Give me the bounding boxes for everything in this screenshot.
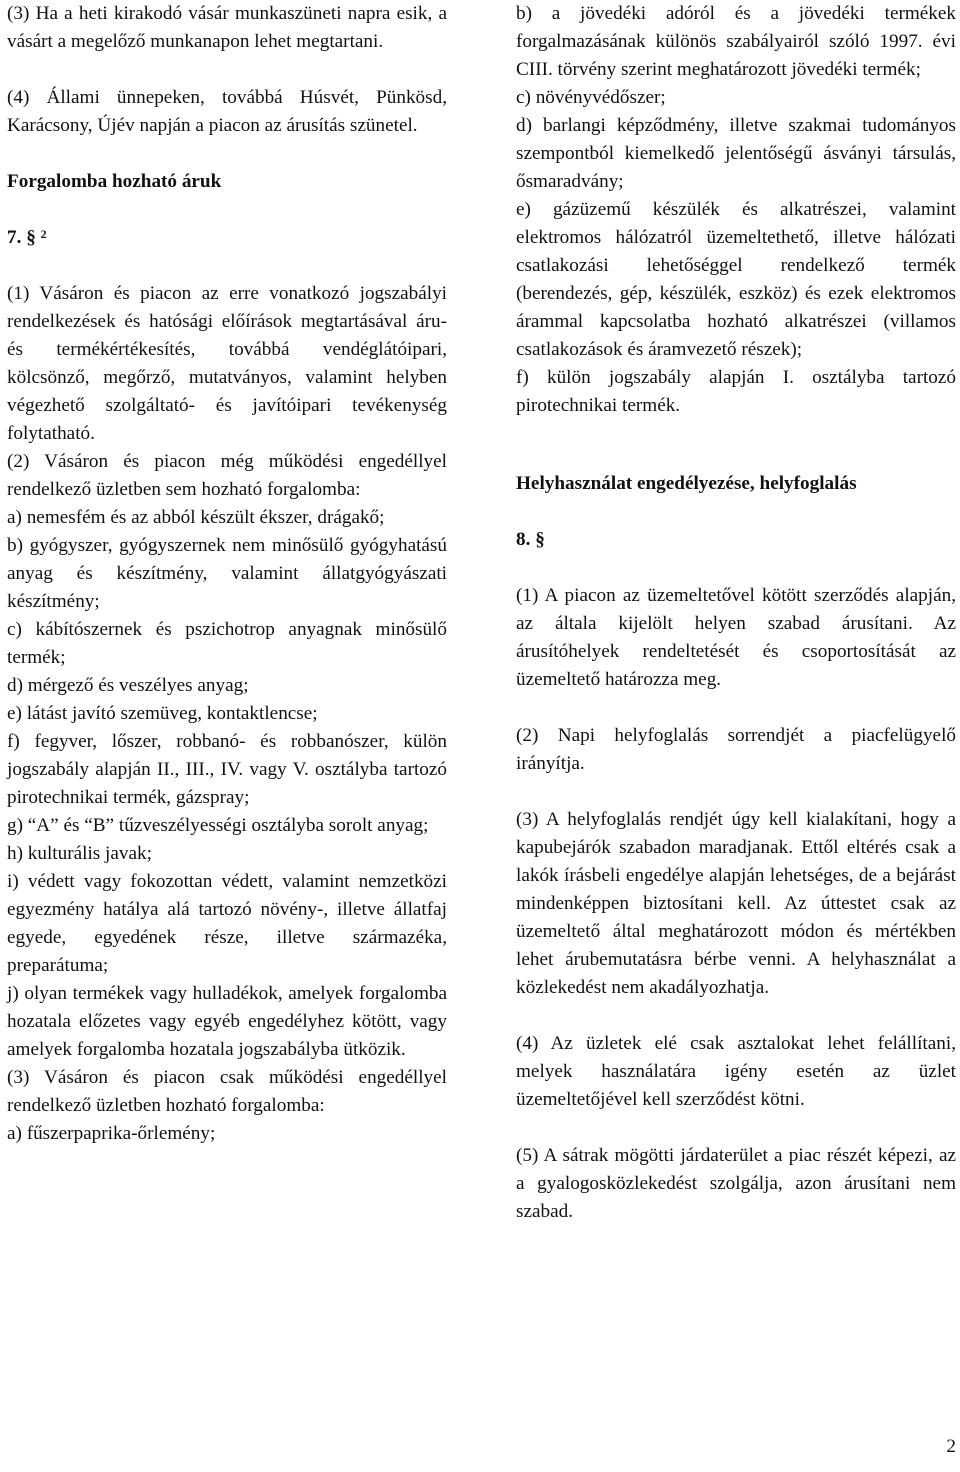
list-item: b) gyógyszer, gyógyszernek nem minősülő gyógyhatású anyag és készítmény, valamint állatgyógyászati készítmény; <box>7 535 447 612</box>
paragraph: (3) Ha a heti kirakodó vásár munkaszüneti napra esik, a vásárt a megelőző munkanapon lehet megtartani. <box>7 3 447 52</box>
paragraph: (1) Vásáron és piacon az erre vonatkozó jogszabályi rendelkezések és hatósági előírások megtartásával áru- és termékértékesítés, továbbá vendéglátóipari, kölcsönző, megőrző, mutatványos, valamint helyben végezhető szolgáltató- és javítóipari tevékenység folytatható. <box>7 283 447 444</box>
list-item: c) növényvédőszer; <box>516 87 666 108</box>
right-column <box>516 0 956 1226</box>
list-item: i) védett vagy fokozottan védett, valamint nemzetközi egyezmény hatálya alá tartozó növény-, illetve állatfaj egyede, egyedének része, illetve származéka, preparátuma; <box>7 871 447 976</box>
list-item: f) külön jogszabály alapján I. osztályba tartozó pirotechnikai termék. <box>516 367 956 416</box>
footnote-reference: 2 <box>40 227 47 241</box>
section-heading: Forgalomba hozható áruk <box>7 171 222 192</box>
list-item: b) a jövedéki adóról és a jövedéki termékek forgalmazásának különös szabályairól szóló 1997. évi CIII. törvény szerint meghatározott jövedéki termék; <box>516 3 956 80</box>
paragraph: (5) A sátrak mögötti járdaterület a piac részét képezi, az a gyalogosközlekedést szolgálja, azon árusítani nem szabad. <box>516 1145 956 1222</box>
list-item: d) mérgező és veszélyes anyag; <box>7 675 249 696</box>
paragraph: (4) Állami ünnepeken, továbbá Húsvét, Pünkösd, Karácsony, Újév napján a piacon az árusítás szünetel. <box>7 87 447 136</box>
section-number: 8. § <box>516 529 545 550</box>
list-item: c) kábítószernek és pszichotrop anyagnak minősülő termék; <box>7 619 447 668</box>
list-item: d) barlangi képződmény, illetve szakmai tudományos szempontból kiemelkedő jelentőségű ásványi társulás, ősmaradvány; <box>516 115 956 192</box>
list-item: g) “A” és “B” tűzveszélyességi osztályba sorolt anyag; <box>7 815 429 836</box>
list-item: e) látást javító szemüveg, kontaktlencse; <box>7 703 318 724</box>
list-item: a) nemesfém és az abból készült ékszer, drágakő; <box>7 507 385 528</box>
list-item: e) gázüzemű készülék és alkatrészei, valamint elektromos hálózatról üzemeltethető, illetve hálózati csatlakozási lehetőséggel rendelkező termék (berendezés, gép, készülék, eszköz) és ezek elektromos árammal kapcsolatba hozható alkatrészei (villamos csatlakozások és áramvezető részek); <box>516 199 956 360</box>
paragraph: (3) A helyfoglalás rendjét úgy kell kialakítani, hogy a kapubejárók szabadon maradjanak. Ettől eltérés csak a lakók írásbeli engedélye alapján lehetséges, de a bejárást mindenképpen biztosítani kell. Az úttestet csak az üzemeltető által meghatározott módon és mértékben lehet árubemutatásra bérbe venni. A helyhasználat a közlekedést nem akadályozhatja. <box>516 809 956 998</box>
page-number: 2 <box>946 1436 956 1457</box>
list-item: h) kulturális javak; <box>7 843 152 864</box>
left-column <box>7 0 447 1148</box>
paragraph: (1) A piacon az üzemeltetővel kötött szerződés alapján, az általa kijelölt helyen szabad árusítani. Az árusítóhelyek rendeltetését és csoportosítását az üzemeltető határozza meg. <box>516 585 956 690</box>
paragraph: (2) Napi helyfoglalás sorrendjét a piacfelügyelő irányítja. <box>516 725 956 774</box>
list-item: j) olyan termékek vagy hulladékok, amelyek forgalomba hozatala előzetes vagy egyéb engedélyhez kötött, vagy amelyek forgalomba hozatala jogszabályba ütközik. <box>7 983 447 1060</box>
section-number: 7. § $^2$ <box>7 227 47 248</box>
paragraph: (2) Vásáron és piacon még működési engedéllyel rendelkező üzletben sem hozható forgalomba: <box>7 451 447 500</box>
paragraph: (3) Vásáron és piacon csak működési engedéllyel rendelkező üzletben hozható forgalomba: <box>7 1067 447 1116</box>
list-item: a) fűszerpaprika-őrlemény; <box>7 1123 216 1144</box>
list-item: f) fegyver, lőszer, robbanó- és robbanószer, külön jogszabály alapján II., III., IV. vagy V. osztályba tartozó pirotechnikai termék, gázspray; <box>7 731 447 808</box>
paragraph: (4) Az üzletek elé csak asztalokat lehet felállítani, melyek használatára igény esetén az üzlet üzemeltetőjével kell szerződést kötni. <box>516 1033 956 1110</box>
section-heading: Helyhasználat engedélyezése, helyfoglalás <box>516 473 857 494</box>
